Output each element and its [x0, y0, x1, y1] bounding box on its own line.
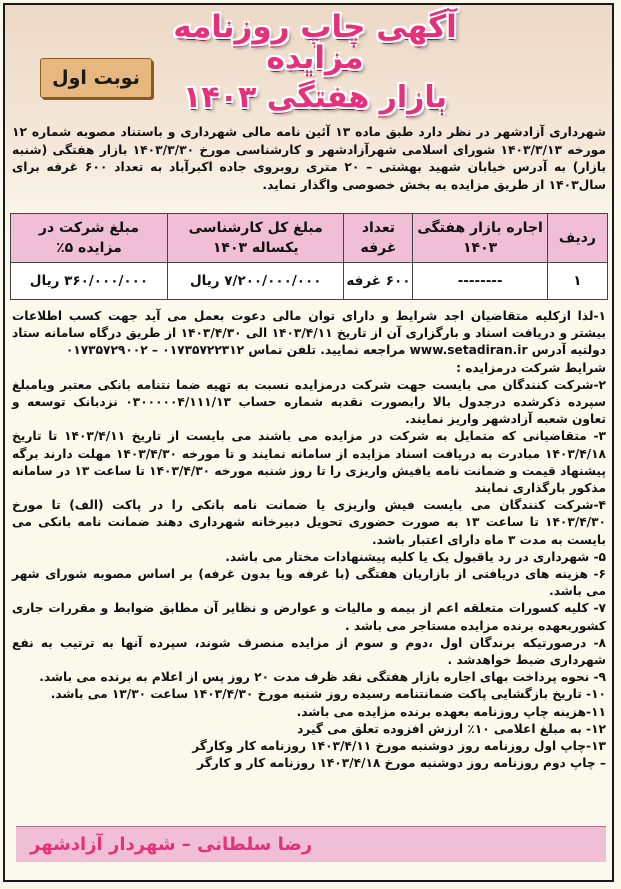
title-line-2: بازار هفتگی ۱۴۰۳	[183, 80, 447, 115]
signature-bar: رضا سلطانی – شهردار آزادشهر	[16, 826, 606, 862]
cell-booth-count: ۶۰۰ غرفه	[344, 263, 413, 300]
title-line-1: آگهی چاپ روزنامه مزایده	[173, 9, 457, 76]
clause-14: – چاپ دوم روزنامه روز دوشنبه مورخ ۱۴۰۳/۴/۱۸ روزنامه کار و کارگر	[197, 756, 606, 771]
clause-13: ۱۳-چاپ اول روزنامه روز دوشنبه مورخ ۱۴۰۳/۴/۱۱ روزنامه کار وکارگر	[192, 739, 606, 754]
clause-10: ۱۰- تاریخ بازگشایی پاکت ضمانتنامه رسیده روز شنبه مورخ ۱۴۰۳/۴/۳۰ ساعت ۱۳/۳۰ می باشد.	[50, 687, 606, 702]
table-row	[11, 263, 608, 300]
clause-3: ۳- متقاضیانی که متمایل به شرکت در مزایده می باشند می بایست از تاریخ ۱۴۰۳/۴/۱۱ تا تاریخ ۱۴۰۳/۴/۱۸ مبادرت به دریافت اسناد مزایده از سامانه نمایند و تا مورخه ۱۴۰۳/۴/۳۰ مهلت دارند برگه پیشنهاد قیمت و ضمانت نامه یافیش واریزی را تا روز شنبه مورخه ۱۴۰۳/۴/۳۰ تا ساعت ۱۳ در سامانه مذکور بارگذاری نمایند	[12, 429, 606, 496]
col-header-total-price: مبلغ کل کارشناسی یکساله ۱۴۰۳	[167, 214, 344, 263]
col-header-deposit: مبلغ شرکت در مزایده ۵٪	[11, 214, 168, 263]
cell-row-number: ۱	[547, 263, 607, 300]
clause-1: ۱-لذا ازکلیه متقاضیان اجد شرایط و دارای توان مالی دعوت بعمل می آید جهت کسب اطلاعات بیشتر و دریافت اسناد و بارگزاری آن از تاریخ ۱۴۰۳/۴/۱۱ الی ۱۴۰۳/۴/۳۰ از طریق درگاه سامانه ستاد دولتیه آدرس www.setadiran.ir مراجعه نمایید. تلفن تماس ۰۱۷۳۵۷۲۲۳۱۲ – ۰۱۷۳۵۷۲۹۰۰۲	[12, 309, 606, 358]
cell-total-price: ۷/۲۰۰/۰۰۰/۰۰۰ ریال	[167, 263, 344, 300]
clause-7: ۷- کلیه کسورات متعلقه اعم از بیمه و مالیات و عوارض و نظایر آن مطابق ضوابط و مقررات جاری کشوربعهده برنده مزایده مستاجر می باشد .	[12, 601, 606, 633]
clause-6: ۶- هزینه های دریافتی از بازاریان هفتگی (با غرفه ویا بدون غرفه) بر اساس مصوبه شورای شهر می باشد.	[12, 567, 606, 599]
cell-deposit: ۳۶۰/۰۰۰/۰۰۰ ریال	[11, 263, 168, 300]
col-header-rental: اجاره بازار هفتگی ۱۴۰۳	[413, 214, 547, 263]
table-header-row	[11, 214, 608, 263]
clauses-list	[12, 308, 606, 772]
cell-rental: --------	[413, 263, 547, 300]
clause-2: ۲-شرکت کنندگان می بایست جهت شرکت درمزایده نسبت به تهیه ضما نتنامه بانکی معتبر ویامبلغ سپرده ذکرشده درجدول بالا رابصورت نقدبه شماره حساب ۰۳۰۰۰۰۰۴/۱۱۱/۱۳ نزدبانک توسعه و تعاون شعبه آزادشهر واریز نمایند.	[12, 377, 606, 427]
clause-8: ۸- درصورتیکه برندگان اول ،دوم و سوم از مزایده منصرف شوند، سپرده آنها به ترتیب به نفع شهرداری ضبط خواهدشد .	[12, 635, 606, 668]
intro-paragraph: شهرداری آزادشهر در نظر دارد طبق ماده ۱۳ آئین نامه مالی شهرداری و باستناد مصوبه شماره ۱۲ مورخه ۱۴۰۳/۳/۱۳ شورای اسلامی شهرآزادشهر و کارشناسی مورخ ۱۴۰۳/۳/۳۰ بازار هفتگی (شنبه بازار) به آدرس خیابان شهید بهشتی – ۲۰ متری روبروی جاده اکبرآباد به تعداد ۶۰۰ غرفه برای سال۱۴۰۳ از طریق مزایده به بخش خصوصی واگذار نماید.	[12, 125, 607, 192]
col-header-booth-count: تعداد غرفه	[344, 214, 413, 263]
title-block	[150, 8, 480, 120]
clause-9: ۹- نحوه پرداخت بهای اجاره بازار هفتگی نقد ظرف مدت ۲۰ روز پس از اعلام به برنده می باشد.	[39, 670, 606, 685]
clause-5: ۵- شهرداری در رد یاقبول یک یا کلیه پیشنهادات مختار می باشد.	[225, 549, 606, 564]
clause-4: ۴-شرکت کنندگان می بایست فیش واریزی یا ضمانت نامه بانکی را در پاکت (الف) تا مورخ ۱۴۰۳/۴/۳۰ تا ساعت ۱۳ به صورت حضوری تحویل دبیرخانه شهرداری دهند ضمانت نامه بانکی می بایست به مدت ۳ ماه دارای اعتبار باشد.	[12, 498, 606, 547]
round-badge: نوبت اول	[40, 58, 152, 98]
conditions-heading: شرایط شرکت درمزایده :	[456, 360, 606, 375]
auction-table	[10, 213, 608, 300]
clause-11: ۱۱-هزینه چاپ روزنامه بعهده برنده مزایده می باشد.	[296, 704, 606, 719]
col-header-row-number: ردیف	[547, 214, 607, 263]
clause-12: ۱۲- به مبلغ اعلامی ۱۰٪ ارزش افزوده تعلق می گیرد	[297, 721, 606, 736]
